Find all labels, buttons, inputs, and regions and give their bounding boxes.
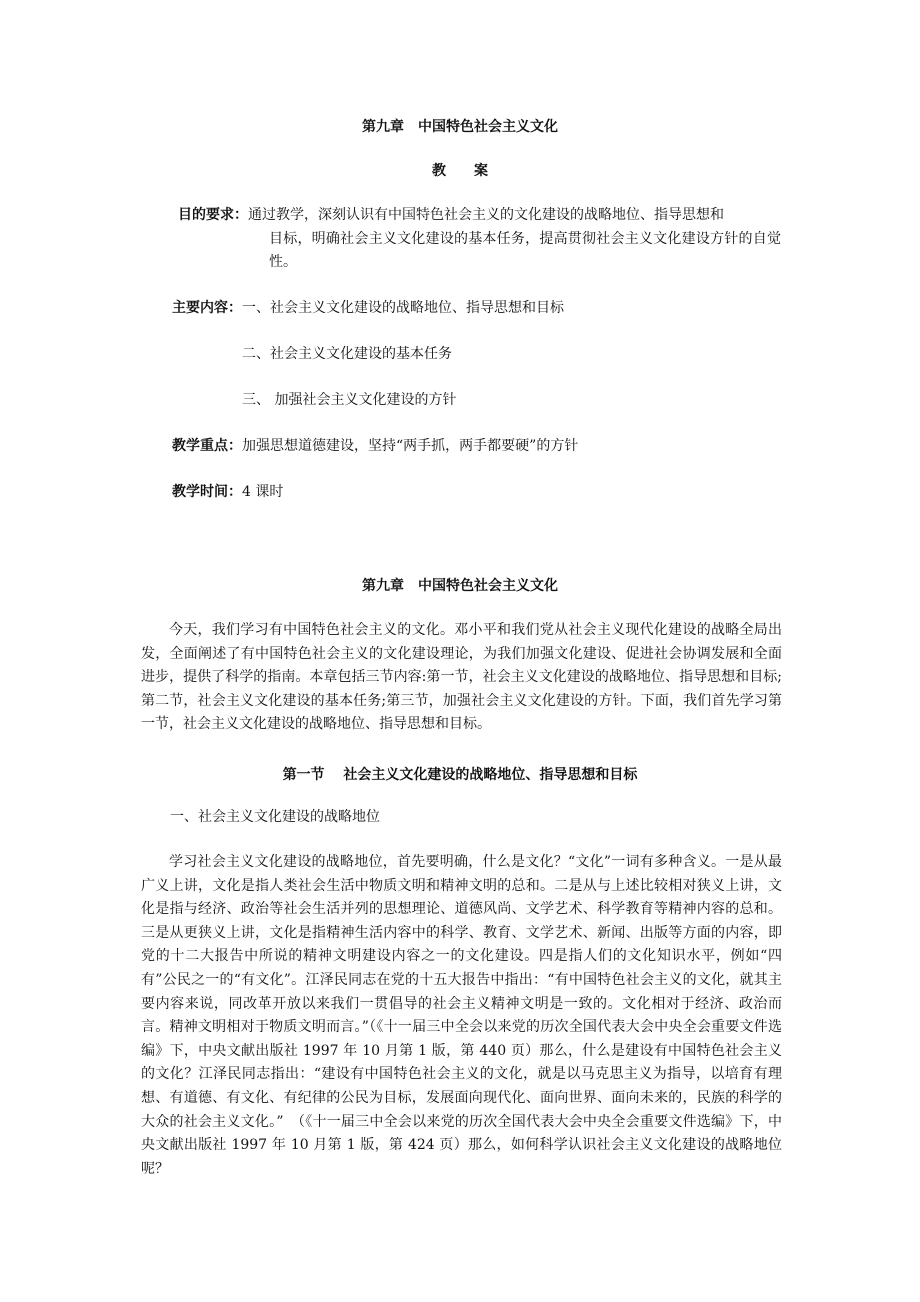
lesson-plan-label: 教 案: [432, 163, 488, 179]
goal-row: [178, 204, 724, 226]
main-paragraph: 学习社会主义文化建设的战略地位，首先要明确，什么是文化？“文化”一词有多种含义。一是从最广义上讲，文化是指人类社会生活中物质文明和精神文明的总和。二是从与上述比较相对狭义上讲，文化是指与经济、政治等社会生活并列的思想理论、道德风尚、文学艺术、科学教育等精神内容的总和。三是从更狭义上讲，文化是指精神生活内容中的科学、教育、文学艺术、新闻、出版等方面的内容，即党的十二大报告中所说的精神文明建设内容之一的文化建设。四是指人们的文化知识水平，例如“四有”公民之一的“有文化”。江泽民同志在党的十五大报告中指出：“有中国特色社会主义的文化，就其主要内容来说，同改革开放以来我们一贯倡导的社会主义精神文明是一致的。文化相对于经济、政治而言。精神文明相对于物质文明而言。”（《十一届三中全会以来党的历次全国代表大会中央全会重要文件选编》下，中央文献出版社 1997 年 10 月第 1 版，第 440 页）那么，什么是建设有中国特色社会主义的文化？江泽民同志指出：“建设有中国特色社会主义的文化，就是以马克思主义为指导，以培育有理想、有道德、有文化、有纪律的公民为目标，发展面向现代化、面向世界、面向未来的，民族的科学的大众的社会主义文化。” （《十一届三中全会以来党的历次全国代表大会中央全会重要文件选编》下，中央文献出版社 1997 年 10 月第 1 版，第 424 页）那么，如何科学认识社会主义文化建设的战略地位呢？: [141, 854, 782, 1177]
time-label: 教学时间：: [172, 484, 242, 500]
time-text: 4 课时: [242, 484, 284, 500]
focus-text: 加强思想道德建设，坚持“两手抓，两手都要硬”的方针: [242, 438, 579, 454]
chapter-title: 第九章 中国特色社会主义文化: [362, 119, 558, 135]
intro-paragraph: 今天，我们学习有中国特色社会主义的文化。邓小平和我们党从社会主义现代化建设的战略全局出发，全面阐述了有中国特色社会主义的文化建设理论，为我们加强文化建设、促进社会协调发展和全面进步，提供了科学的指南。本章包括三节内容:第一节，社会主义文化建设的战略地位、指导思想和目标;第二节，社会主义文化建设的基本任务;第三节，加强社会主义文化建设的方针。下面，我们首先学习第一节，社会主义文化建设的战略地位、指导思想和目标。: [141, 622, 782, 733]
content-item-2: 二、社会主义文化建设的基本任务: [242, 346, 452, 362]
content-row: [172, 297, 564, 319]
body-chapter-title: 第九章 中国特色社会主义文化: [362, 578, 558, 594]
goal-text-first: 通过教学，深刻认识有中国特色社会主义的文化建设的战略地位、指导思想和: [248, 207, 724, 223]
content-item-3: 三、 加强社会主义文化建设的方针: [242, 392, 457, 408]
content-item-1: 一、社会主义文化建设的战略地位、指导思想和目标: [242, 300, 564, 316]
focus-row: [172, 435, 578, 457]
subheading: 一、社会主义文化建设的战略地位: [170, 809, 380, 825]
goal-label: 目的要求：: [178, 207, 248, 223]
focus-label: 教学重点：: [172, 438, 242, 454]
content-label: 主要内容：: [172, 300, 242, 316]
time-row: [172, 481, 283, 503]
section-title: 第一节 社会主义文化建设的战略地位、指导思想和目标: [282, 767, 638, 783]
goal-text-rest: 目标，明确社会主义文化建设的基本任务，提高贯彻社会主义文化建设方针的自觉性。: [269, 231, 781, 270]
